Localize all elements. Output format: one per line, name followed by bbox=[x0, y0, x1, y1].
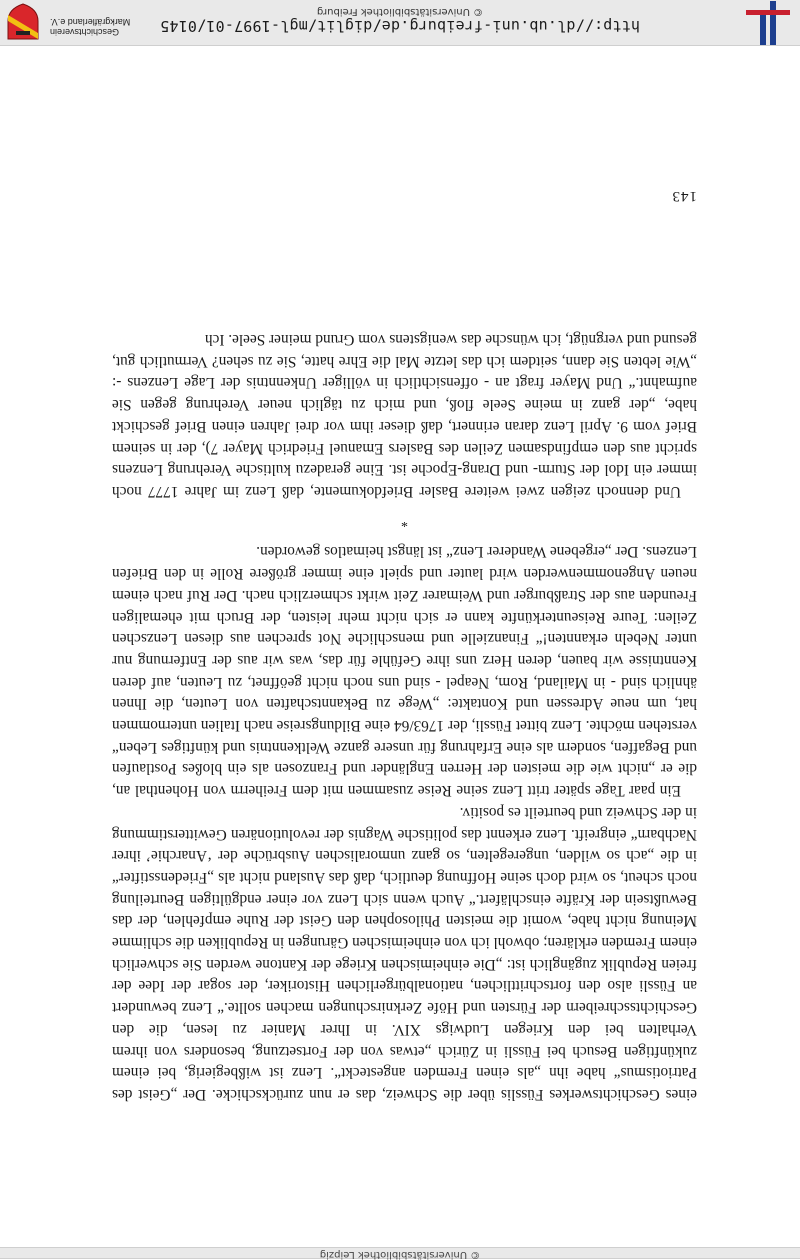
coat-of-arms-icon bbox=[6, 3, 40, 41]
viewer-footer bbox=[0, 0, 800, 46]
paragraph-1: eines Geschichtswerkes Füsslis über die Schweiz, das er nun zurückschicke. Der „Geist des Patriotismus“ habe ihn „als einen Fremden angesteckt“. Lenz ist wißbegierig, bei einem zukünftigen Besuch bei Füssli in Zürich „etwas von der Fortsetzung, besonders von ihrem Verhalten bei den Kriegen Ludwigs XIV. in Ihrer Manier zu lesen, die den Geschichtsschreibern der Fürsten und Höfe Zerknirschungen machen sollte.“ Lenz bewundert an Füssli also den fortschrittlichen, nationalbürgerlichen Historiker, der sogar der Idee der freien Republik zugänglich ist: „Die einheimischen Kriege der Kantone werden Sie schwerlich einem Fremden erklären; obwohl ich von einheimischen Gärungen in Republiken die schlimme Meinung nicht habe, womit die meisten Philosophen den Geist der Ruhe empfehlen, der das Bewußtsein der Kräfte einschläfert.“ Auch wenn sich Lenz vor einer endgültigen Beurteilung noch scheut, so wird doch seine Hoffnung deutlich, daß das Ausland nicht als „Friedensstifter“ in die „ach so wilden, ungeregelten, so ganz unmoralischen Ausbrüche der ‘Anarchie’ ihrer Nachbarn“ eingreift. Lenz erkennt das politische Wagnis der revolutionären Gewitterstimmung in der Schweiz und beurteilt es positiv. bbox=[112, 803, 697, 1103]
document-url[interactable]: http://dl.ub.uni-freiburg.de/diglit/mgl-1997-01/0145 bbox=[160, 17, 640, 35]
society-line-1: Geschichtsverein bbox=[50, 27, 120, 37]
paragraph-2: Ein paar Tage später tritt Lenz seine Reise zusammen mit dem Freiherrn von Hohenthal an, die er „nicht wie die meisten der Herren Engländer und Franzosen als ein bloßes Postlaufen und Begaffen, sondern als eine Erfahrung für unsere ganze Weltkenntnis und künftiges Leben“ verstehen möchte. Lenz bittet Füssli, der 1763/64 eine Bildungsreise nach Italien unternommen hat, um neue Adressen und Kontakte: „Wege zu Bekanntschaften von Leuten, die Ihnen ähnlich sind - in Mailand, Rom, Neapel - sind uns noch nicht geöffnet, zu Leuten, auf deren Kenntnisse wir bauen, deren Herz uns ihre Gefühle für das, was wir aus der Entfernung nur unter Nebeln erkannten!“ Finanzielle und menschliche Not sprechen aus diesen Lenzschen Zeilen: Teure Reiseunterkünfte kann er sich nicht mehr leisten, der Bruch mit ehemaligen Freunden aus der Straßburger und Weimarer Zeit wirkt schmerzlich nach. Der Ruf nach einem neuen Angenommenwerden wird lauter und spielt eine immer größere Rolle in den Briefen Lenzens. Der „ergebene Wanderer Lenz“ ist längst heimatlos geworden. bbox=[112, 543, 697, 800]
bottom-viewer-strip bbox=[0, 1247, 800, 1259]
bottom-strip-copyright: © Universitätsbibliothek Leipzig bbox=[319, 1249, 481, 1260]
page-number: 143 bbox=[671, 188, 697, 204]
article-text bbox=[112, 328, 697, 1105]
society-name bbox=[50, 17, 160, 37]
section-separator: * bbox=[401, 513, 408, 529]
society-line-2: Markgräflerland e.V. bbox=[50, 17, 131, 27]
copyright-notice: © Universitätsbibliothek Freiburg bbox=[316, 6, 484, 17]
paragraph-3: Und dennoch zeigen zwei weitere Basler Briefdokumente, daß Lenz im Jahre 1777 noch immer ein Idol der Sturm- und Drang-Epoche ist. Eine geradezu kultische Verehrung Lenzens spricht aus den empfindsamen Zeilen des Baslers Emanuel Friedrich Mayer 7), der in seinem Brief vom 9. April Lenz daran erinnert, daß dieser ihm vor drei Jahren einen Brief geschickt habe, „der ganz in meine Seele floß, und mich zu täglich neuer Verehrung gegen Sie aufmahnt.“ Und Mayer fragt an - offensichtlich in völliger Unkenntnis der Lage Lenzens -: „Wie lebten Sie dann, seitdem ich das letzte Mal die Ehre hatte, Sie zu sehen? Vermutlich gut, gesund und vergnügt, ich wünsche das wenigstens vom Grund meiner Seele. Ich bbox=[112, 331, 697, 501]
